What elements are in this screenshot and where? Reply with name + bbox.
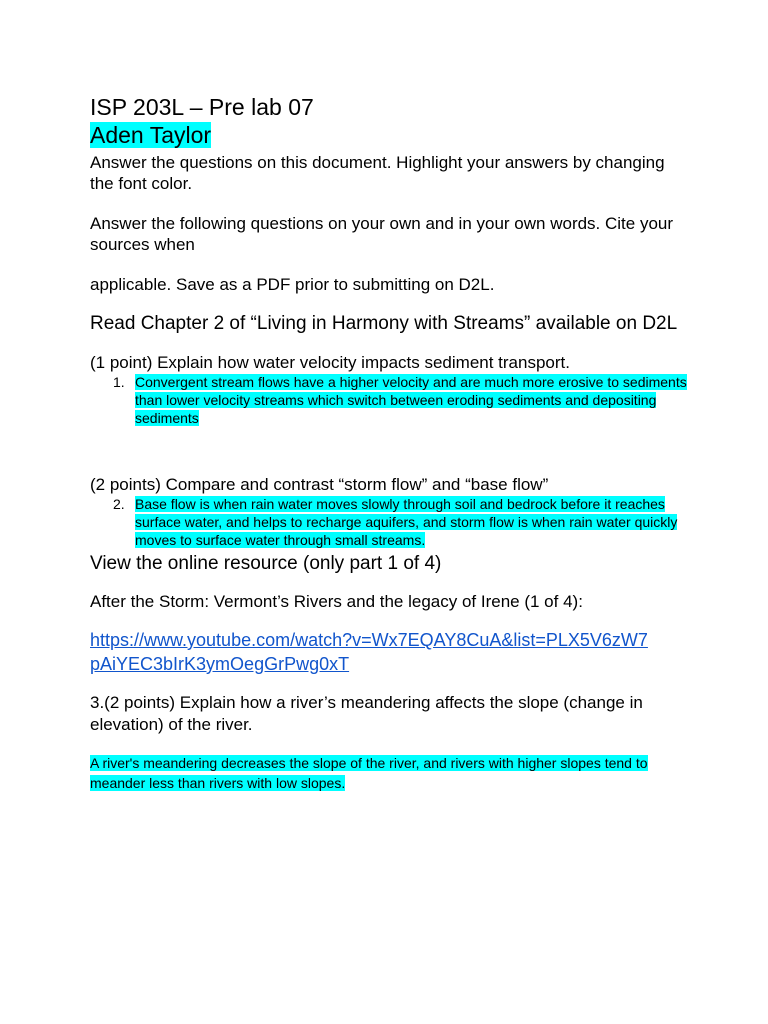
answer-1-text: Convergent stream flows have a higher velocity and are much more erosive to sediments than lower velocity streams which switch between eroding sediments and depositing sediments	[135, 374, 687, 426]
resource-link-line-1[interactable]: https://www.youtube.com/watch?v=Wx7EQAY8CuA&list=PLX5V6zW7	[90, 630, 648, 650]
instructions-paragraph-3: applicable. Save as a PDF prior to submitting on D2L.	[90, 275, 495, 294]
instructions-paragraph-2: Answer the following questions on your own and in your own words. Cite your sources when	[90, 214, 674, 254]
answer-2-text: Base flow is when rain water moves slowly through soil and bedrock before it reaches surface water, and helps to recharge aquifers, and storm flow is when rain water quickly moves to surface water through small streams.	[135, 496, 678, 548]
author-name-highlight: Aden Taylor	[90, 122, 212, 148]
question-1-prompt: (1 point) Explain how water velocity impacts sediment transport.	[90, 353, 570, 372]
document-title: ISP 203L – Pre lab 07	[90, 94, 314, 120]
question-3-answer	[90, 753, 690, 793]
answer-3-text: A river's meandering decreases the slope of the river, and rivers with higher slopes tend to meander less than rivers with low slopes.	[90, 755, 648, 791]
document-page	[90, 93, 690, 793]
question-1-answer	[90, 373, 690, 427]
author-name	[90, 122, 690, 148]
answer-1-number: 1.	[113, 374, 125, 390]
resource-heading: View the online resource (only part 1 of 4)	[90, 553, 442, 574]
question-2-answer	[90, 495, 690, 549]
answer-2-number: 2.	[113, 496, 125, 512]
question-2-prompt: (2 points) Compare and contrast “storm flow” and “base flow”	[90, 475, 549, 494]
reading-heading: Read Chapter 2 of “Living in Harmony with Streams” available on D2L	[90, 313, 678, 334]
instructions-paragraph-1: Answer the questions on this document. Highlight your answers by changing the font color.	[90, 153, 665, 193]
resource-link-line-2[interactable]: pAiYEC3bIrK3ymOegGrPwg0xT	[90, 654, 350, 674]
resource-link-block	[90, 628, 690, 676]
question-3-prompt: 3.(2 points) Explain how a river’s meandering affects the slope (change in elevation) of the river.	[90, 693, 643, 734]
resource-title: After the Storm: Vermont’s Rivers and the legacy of Irene (1 of 4):	[90, 592, 583, 611]
